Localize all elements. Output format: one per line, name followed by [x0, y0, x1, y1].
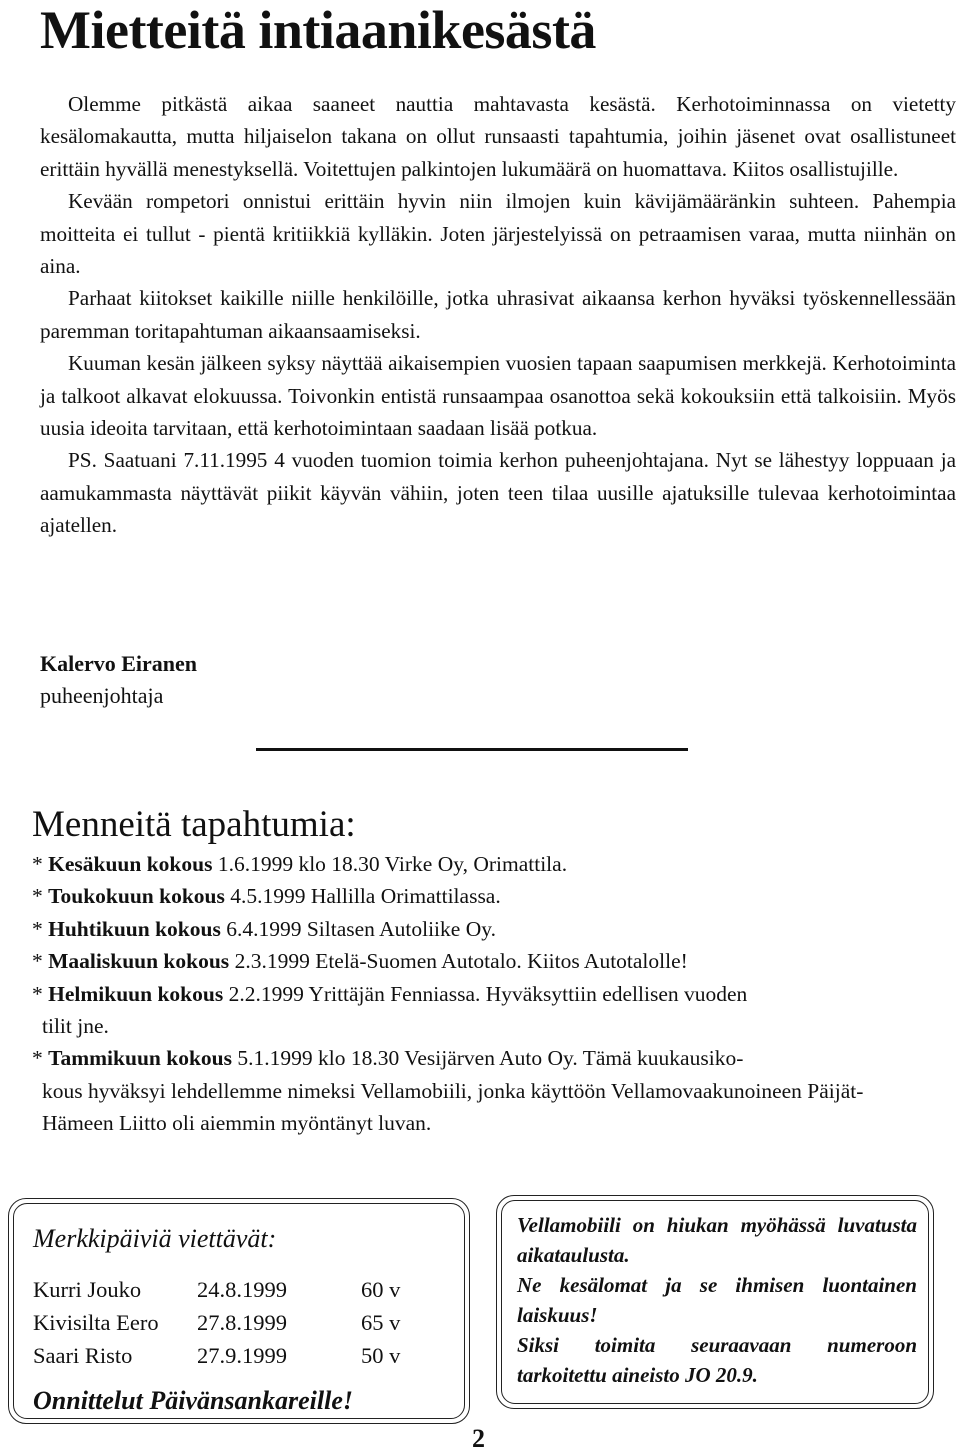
event-item	[32, 945, 932, 977]
birthday-row	[33, 1306, 453, 1339]
event-bullet: *	[32, 852, 49, 876]
intro-text	[40, 88, 956, 542]
birthday-date: 27.9.1999	[197, 1343, 287, 1368]
event-title: Helmikuun kokous	[48, 981, 224, 1006]
notice-box	[496, 1195, 934, 1409]
events-heading: Menneitä tapahtumia:	[32, 804, 356, 845]
event-item	[32, 880, 932, 912]
event-bullet: *	[32, 949, 49, 974]
event-item	[32, 1042, 932, 1139]
event-continuation: tilit jne.	[42, 1014, 109, 1039]
event-item	[32, 913, 932, 945]
events-list	[32, 848, 932, 1140]
event-title: Maaliskuun kokous	[48, 949, 230, 974]
event-title: Toukokuun kokous	[48, 884, 225, 909]
event-text: 1.6.1999 klo 18.30 Virke Oy, Orimattila.	[212, 852, 568, 876]
birthday-row	[33, 1273, 453, 1306]
birthday-age: 65 v	[361, 1310, 401, 1335]
event-continuation: kous hyväksyi lehdellemme nimeksi Vellamobiili, jonka käyttöön Vellamovaakunoineen Päijät-Hämeen Liitto oli aiemmin myöntänyt luvan.	[42, 1078, 864, 1136]
event-item	[32, 848, 932, 880]
notice-line: Vellamobiili on hiukan myöhässä luvatusta aikataulusta.	[517, 1213, 917, 1267]
signature-name: Kalervo Eiranen	[40, 651, 198, 676]
birthday-box	[8, 1198, 470, 1424]
birthday-date: 27.8.1999	[197, 1310, 287, 1335]
notice-line: Ne kesälomat ja se ihmisen luontainen laiskuus!	[517, 1273, 917, 1327]
notice-line: Siksi toimita seuraavaan numeroon tarkoitettu aineisto JO 20.9.	[517, 1333, 917, 1387]
event-title: Huhtikuun kokous	[48, 916, 221, 941]
event-text: 5.1.1999 klo 18.30 Vesijärven Auto Oy. Tämä kuukausiko-	[231, 1046, 744, 1071]
event-text: 2.3.1999 Etelä-Suomen Autotalo. Kiitos Autotalolle!	[229, 949, 688, 974]
birthday-name: Kurri Jouko	[33, 1277, 142, 1302]
page-title: Mietteitä intiaanikesästä	[40, 0, 596, 60]
signature-role: puheenjohtaja	[40, 683, 164, 708]
birthday-date: 24.8.1999	[197, 1277, 287, 1302]
intro-paragraph: PS. Saatuani 7.11.1995 4 vuoden tuomion toimia kerhon puheenjohtajana. Nyt se lähestyy loppuaan ja aamukammasta näyttävät piikit käyvän vähiin, joten teen tilaa uusille ajatuksille tulevaa kerhotoimintaa ajatellen.	[40, 448, 956, 538]
event-bullet: *	[32, 981, 49, 1006]
birthday-greeting: Onnittelut Päivänsankareille!	[33, 1386, 353, 1415]
event-text: 2.2.1999 Yrittäjän Fenniassa. Hyväksyttiin edellisen vuoden	[223, 981, 748, 1006]
page-number: 2	[472, 1424, 485, 1453]
event-bullet: *	[32, 916, 49, 941]
signature	[40, 648, 197, 712]
intro-paragraph: Kuuman kesän jälkeen syksy näyttää aikaisempien vuosien tapaan saapumisen merkkejä. Kerhotoiminta ja talkoot alkavat elokuussa. Toivonkin entistä runsaampaa osanottoa sekä kokouksiin että talkoisiin. Myös uusia ideoita tarvitaan, että kerhotoimintaan saadaan lisää potkua.	[40, 351, 956, 441]
event-bullet: *	[32, 1046, 49, 1071]
birthday-row	[33, 1339, 453, 1372]
event-text: 6.4.1999 Siltasen Autoliike Oy.	[220, 916, 496, 941]
birthday-name: Saari Risto	[33, 1343, 133, 1368]
birthday-age: 60 v	[361, 1277, 401, 1302]
event-item	[32, 978, 932, 1043]
event-text: 4.5.1999 Hallilla Orimattilassa.	[224, 884, 501, 909]
event-bullet: *	[32, 884, 49, 909]
event-title: Tammikuun kokous	[48, 1046, 232, 1071]
birthday-age: 50 v	[361, 1343, 401, 1368]
intro-paragraph: Parhaat kiitokset kaikille niille henkilöille, jotka uhrasivat aikaansa kerhon hyväksi työskennellessään paremman toritapahtuman aikaansaamiseksi.	[40, 286, 956, 343]
divider	[256, 748, 688, 751]
birthday-title: Merkkipäiviä viettävät:	[33, 1224, 277, 1253]
intro-paragraph: Olemme pitkästä aikaa saaneet nauttia mahtavasta kesästä. Kerhotoiminnassa on vietetty kesälomakautta, mutta hiljaiselon takana on ollut runsaasti tapahtumia, joihin jäsenet ovat osallistuneet erittäin hyvällä menestyksellä. Voitettujen palkintojen lukumäärä on huomattava. Kiitos osallistujille.	[40, 92, 956, 181]
event-title: Kesäkuun kokous	[48, 852, 213, 876]
birthday-name: Kivisilta Eero	[33, 1310, 159, 1335]
intro-paragraph: Kevään rompetori onnistui erittäin hyvin niin ilmojen kuin kävijämääränkin suhteen. Pahempia moitteita ei tullut - pientä kritiikkiä kylläkin. Joten järjestelyissä on petraamisen varaa, mutta niinhän on aina.	[40, 189, 956, 279]
